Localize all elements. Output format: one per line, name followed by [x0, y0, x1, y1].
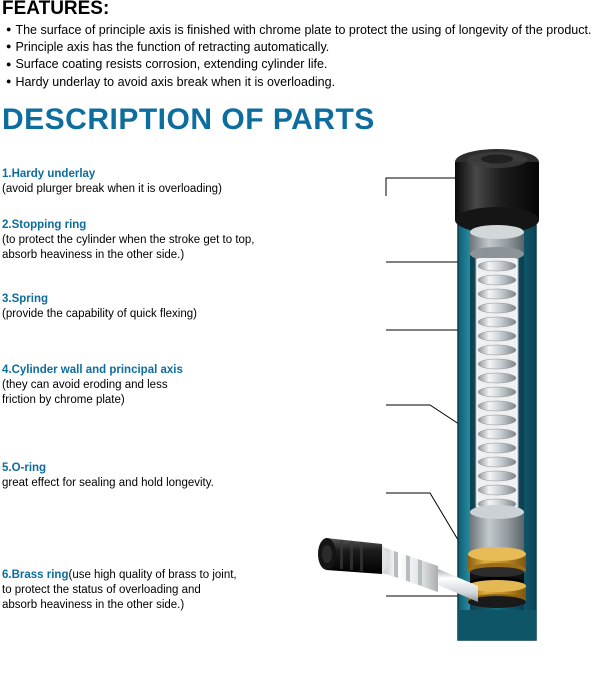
hardy-underlay-cap	[455, 149, 539, 233]
part-callout-2-line-2: absorb heaviness in the other side.)	[2, 249, 185, 261]
part-callout-6-title-tail: (use high quality of brass to joint,	[68, 569, 237, 581]
part-callout-3	[2, 292, 302, 322]
part-callout-6	[2, 568, 302, 613]
part-callout-3-line-1: (provide the capability of quick flexing)	[2, 308, 197, 320]
feature-text: The surface of principle axis is finished with chrome plate to protect the using of longevity of the product.	[15, 23, 592, 37]
features-heading: FEATURES:	[2, 0, 110, 19]
bullet-icon: ●	[6, 41, 12, 52]
part-callout-6-title	[2, 568, 302, 583]
part-callout-4-title: 4.Cylinder wall and principal axis	[2, 364, 183, 376]
part-callout-4-line-2: friction by chrome plate)	[2, 394, 125, 406]
part-callout-1	[2, 167, 302, 197]
feature-text: Principle axis has the function of retracting automatically.	[15, 40, 330, 55]
part-callout-2-title: 2.Stopping ring	[2, 219, 87, 231]
features-list	[6, 22, 592, 91]
list-item	[6, 39, 586, 56]
part-callout-2	[2, 218, 302, 263]
part-callout-3-title: 3.Spring	[2, 293, 49, 305]
part-callout-6-line-1: to protect the status of overloading and	[2, 584, 201, 596]
feature-text: Surface coating resists corrosion, extending cylinder life.	[15, 57, 328, 72]
hose-coupler-assembly	[318, 538, 478, 602]
product-illustration	[318, 140, 598, 660]
feature-text: Hardy underlay to avoid axis break when it is overloading.	[15, 74, 336, 89]
part-callout-6-line-2: absorb heaviness in the other side.)	[2, 599, 185, 611]
part-callout-1-title: 1.Hardy underlay	[2, 168, 96, 180]
stopping-ring	[470, 225, 524, 261]
spring	[478, 258, 516, 509]
bullet-icon: ●	[6, 75, 12, 86]
part-callout-5-title: 5.O-ring	[2, 462, 47, 474]
list-item	[6, 22, 592, 39]
part-callout-2-line-1: (to protect the cylinder when the stroke get to top,	[2, 234, 255, 246]
description-of-parts-heading: DESCRIPTION OF PARTS	[2, 103, 375, 136]
part-callout-6-title-text: 6.Brass ring	[2, 569, 69, 581]
part-callout-4-line-1: (they can avoid eroding and less	[2, 379, 168, 391]
part-callout-5	[2, 461, 302, 491]
list-item	[6, 74, 586, 91]
part-callout-1-line-1: (avoid plurger break when it is overloading)	[2, 183, 222, 195]
part-callout-4	[2, 363, 302, 408]
list-item	[6, 56, 586, 73]
part-callout-5-line-1: great effect for sealing and hold longevity.	[2, 477, 214, 489]
bullet-icon: ●	[6, 58, 12, 69]
bullet-icon: ●	[6, 24, 12, 35]
